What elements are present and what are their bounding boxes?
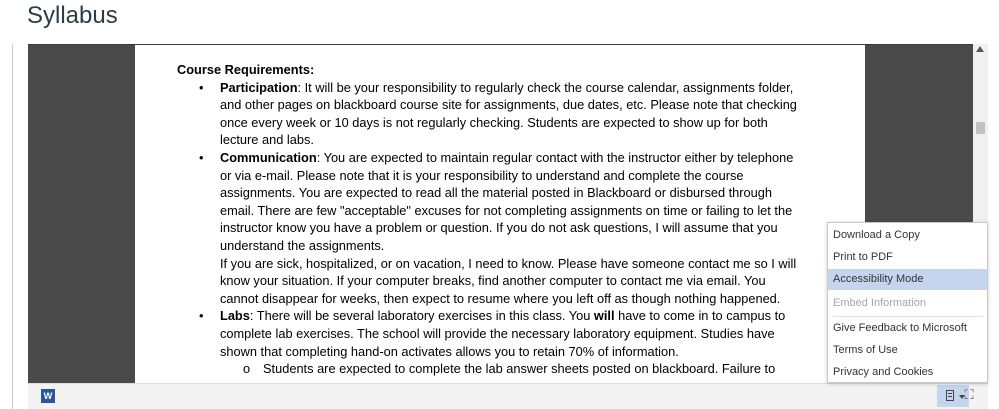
menu-item-embed-information: Embed Information [833,297,926,309]
bullet: • [199,308,204,324]
document-context-menu [827,222,988,383]
bullet: • [199,79,204,95]
text-line: lecture and labs. [220,132,314,148]
viewer-status-bar [28,383,988,409]
section-heading: Course Requirements: [177,62,315,77]
text-line: and other pages on blackboard course site for assignments, due dates, etc. Please note that checking [220,97,797,113]
text-line: understand the assignments. [220,237,385,253]
text-line: complete lab exercises. The school will provide the necessary laboratory equipment. Studies have [220,325,775,341]
text-line: assignments. You are expected to read all the material posted in Blackboard or disbursed through [220,185,773,201]
text-line: know your situation. If your computer breaks, find another computer to contact me via email. You [220,273,766,289]
sub-list-item [177,360,837,378]
term-participation: Participation [220,79,298,95]
absence-paragraph [177,255,837,308]
document-menu-icon [946,390,954,401]
text-line: cannot disappear for weeks, then expect to resume where you left off as though nothing happened. [220,290,781,306]
requirements-list-continued [177,307,837,360]
text-line: email. There are few "acceptable" excuses for not completing assignments on time or failing to let the [220,202,793,218]
text-line: If you are sick, hospitalized, or on vacation, I need to know. Please have someone contact me so I will [220,255,797,271]
text-line: : It will be your responsibility to regularly check the course calendar, assignments folder, [297,79,794,95]
menu-item-download-copy[interactable]: Download a Copy [833,229,920,241]
term-communication: Communication [220,149,317,165]
menu-item-give-feedback[interactable]: Give Feedback to Microsoft [833,322,967,334]
document-body [177,61,837,378]
word-icon[interactable]: W [41,389,55,403]
menu-item-terms-of-use[interactable]: Terms of Use [833,344,898,356]
scroll-up-arrow-icon[interactable] [976,46,984,52]
text-line: or via e-mail. Please note that it is your responsibility to understand and complete the course [220,167,744,183]
menu-item-accessibility-mode[interactable]: Accessibility Mode [828,269,987,290]
list-item [177,149,837,255]
text-line: : There will be several laboratory exercises in this class. You [249,308,594,324]
text-line: shown that completing hand-on activates allows you to retain 70% of information. [220,343,679,359]
requirements-list [177,79,837,255]
text-line: Students are expected to complete the lab answer sheets posted on blackboard. Failure to [263,361,776,377]
sub-bullet: o [243,361,251,377]
bullet: • [199,149,204,165]
document-page [135,45,865,383]
page-title: Syllabus [27,2,118,29]
content-divider [12,44,13,409]
menu-item-privacy-cookies[interactable]: Privacy and Cookies [833,366,934,378]
scroll-thumb[interactable] [976,122,985,134]
fullscreen-icon[interactable]: ⛶ [964,388,974,403]
text-line: once every week or 10 days is not regularly checking. Students are expected to show up for both [220,114,768,130]
menu-separator [833,316,983,317]
emphasis-will: will [593,308,615,324]
text-line: have to come in to campus to [614,308,786,324]
term-labs: Labs [220,308,250,324]
text-line: : You are expected to maintain regular contact with the instructor either by telephone [316,149,794,165]
list-item [177,79,837,149]
list-item [177,307,837,360]
menu-item-print-pdf[interactable]: Print to PDF [833,251,893,263]
text-line: instructor know you have a problem or question. If you do not ask questions, I will assume that you [220,220,778,236]
